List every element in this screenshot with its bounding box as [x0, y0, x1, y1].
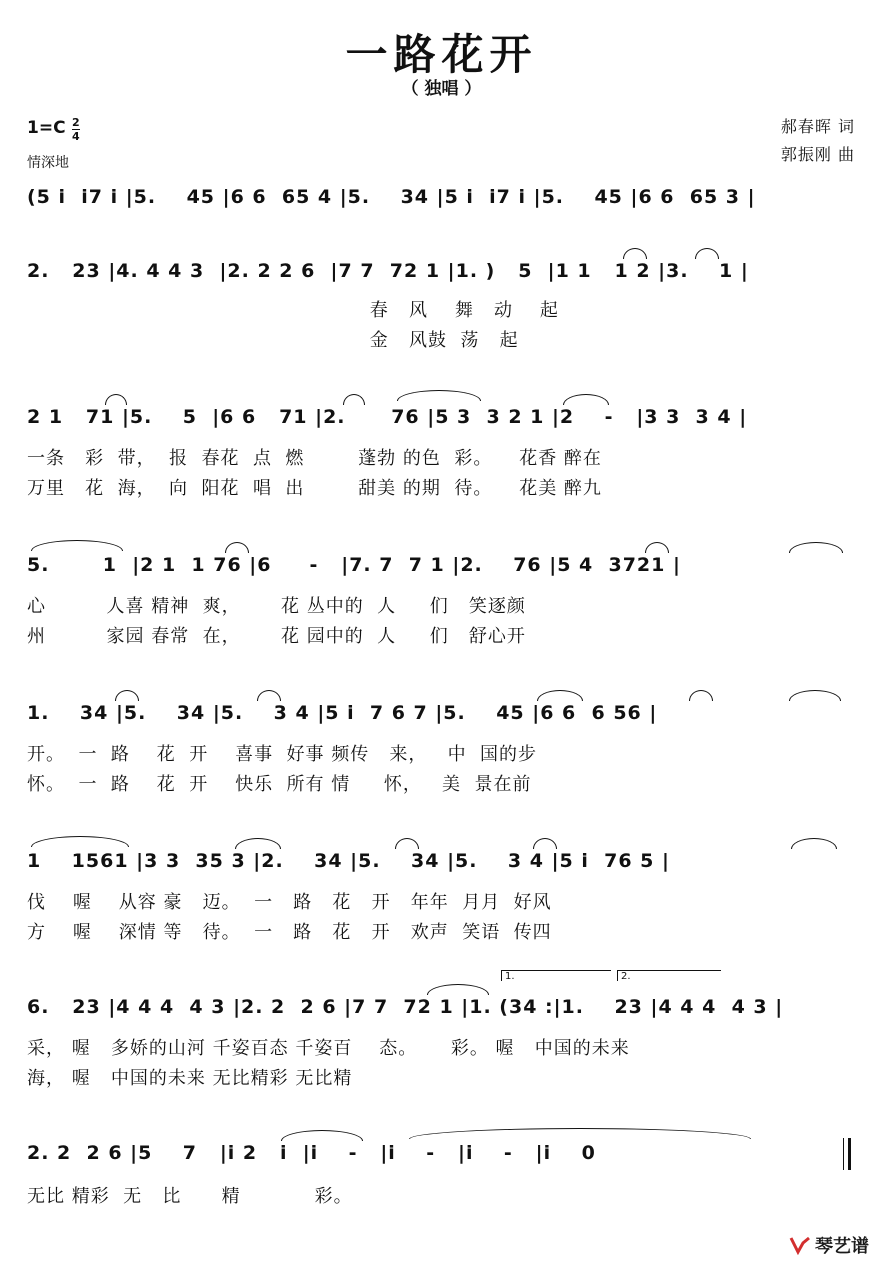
lyric-line-1: 心 人喜 精神 爽， 花 丛中的 人 们 笑逐颜 — [27, 596, 526, 617]
score-title: 一路花开 — [345, 30, 538, 79]
staff-system-3 — [27, 406, 857, 499]
lyric-line-2: 万里 花 海， 向 阳花 唱 出 甜美 的期 待。 花美 醉九 — [27, 478, 602, 499]
tempo-marking: 情深地 — [27, 155, 69, 171]
staff-system-7 — [27, 971, 857, 1089]
slur — [789, 690, 841, 701]
time-signature-top: 2 — [72, 116, 80, 129]
staff-system-6 — [27, 850, 857, 943]
time-signature — [72, 116, 80, 143]
lyric-line-1: 采， 喔 多娇的山河 千姿百态 千姿百 态。 彩。 喔 中国的未来 — [27, 1038, 630, 1059]
lyric-line-2: 州 家园 春常 在， 花 园中的 人 们 舒心开 — [27, 626, 526, 647]
lyric-line-2: 海， 喔 中国的未来 无比精彩 无比精 — [27, 1068, 353, 1089]
key-signature: 1=C — [27, 118, 66, 138]
volta-bracket-1: 1. — [501, 970, 611, 981]
notation-line: 5. 1 |2 1 1 76 |6 - |7. 7 7 1 |2. 76 |5 4 3721 | — [27, 554, 681, 576]
slur — [645, 542, 669, 553]
slur — [235, 838, 281, 849]
slur — [397, 390, 481, 401]
slur — [257, 690, 281, 701]
lyric-line-1: 一条 彩 带， 报 春花 点 燃 蓬勃 的色 彩。 花香 醉在 — [27, 448, 602, 469]
slur — [31, 540, 123, 551]
lyric-line-1: 无比 精彩 无 比 精 彩。 — [27, 1186, 353, 1207]
slur — [533, 838, 557, 849]
slur — [427, 984, 489, 995]
notation-line: (5 i i7 i |5. 45 |6 6 65 4 |5. 34 |5 i i7 i |5. 45 |6 6 65 3 | — [27, 186, 756, 208]
composer-credit: 郭振刚 曲 — [780, 145, 855, 164]
lyricist-credit: 郝春晖 词 — [780, 117, 855, 136]
lyric-line-2: 怀。 一 路 花 开 快乐 所有 情 怀， 美 景在前 — [27, 774, 532, 795]
lyric-line-1: 伐 喔 从容 豪 迈。 一 路 花 开 年年 月月 好风 — [27, 892, 552, 913]
notation-line: 1 1561 |3 3 35 3 |2. 34 |5. 34 |5. 3 4 |5 i 76 5 | — [27, 850, 670, 872]
notation-line: 1. 34 |5. 34 |5. 3 4 |5 i 7 6 7 |5. 45 |6 6 6 56 | — [27, 702, 658, 724]
logo-icon — [789, 1235, 811, 1255]
slur — [789, 542, 843, 553]
volta-bracket-2: 2. — [617, 970, 721, 981]
slur — [623, 248, 647, 259]
staff-system-2 — [27, 260, 857, 350]
slur — [31, 836, 129, 847]
notation-line: 6. 23 |4 4 4 4 3 |2. 2 2 6 |7 7 72 1 |1. (34 :|1. 23 |4 4 4 4 3 | — [27, 996, 784, 1018]
notation-line: 2 1 71 |5. 5 |6 6 71 |2. 76 |5 3 3 2 1 |2 - |3 3 3 4 | — [27, 406, 748, 428]
score-subtitle: （ 独唱 ） — [401, 79, 482, 99]
watermark-logo — [789, 1232, 869, 1258]
slur — [537, 690, 583, 701]
staff-system-8 — [27, 1142, 857, 1207]
slur — [343, 394, 365, 405]
slur — [695, 248, 719, 259]
slur — [105, 394, 127, 405]
slur — [115, 690, 139, 701]
slur — [409, 1128, 751, 1139]
staff-system-4 — [27, 554, 857, 647]
staff-system-1 — [27, 186, 857, 222]
slur — [791, 838, 837, 849]
slur — [689, 690, 713, 701]
lyric-line-1: 开。 一 路 花 开 喜事 好事 频传 来， 中 国的步 — [27, 744, 538, 765]
notation-line: 2. 23 |4. 4 4 3 |2. 2 2 6 |7 7 72 1 |1. ) 5 |1 1 1 2 |3. 1 | — [27, 260, 749, 282]
slur — [281, 1130, 363, 1141]
lyric-line-1: 春 风 舞 动 起 — [27, 300, 559, 321]
time-signature-bottom: 4 — [72, 130, 80, 143]
final-barline — [843, 1138, 851, 1170]
notation-line: 2. 2 2 6 |5 7 |i 2 i |i - |i - |i - |i 0 — [27, 1142, 612, 1164]
slur — [225, 542, 249, 553]
lyric-line-2: 金 风鼓 荡 起 — [27, 330, 519, 351]
logo-text: 琴艺谱 — [815, 1236, 869, 1257]
slur — [563, 394, 609, 405]
lyric-line-2: 方 喔 深情 等 待。 一 路 花 开 欢声 笑语 传四 — [27, 922, 552, 943]
staff-system-5 — [27, 702, 857, 795]
slur — [395, 838, 419, 849]
